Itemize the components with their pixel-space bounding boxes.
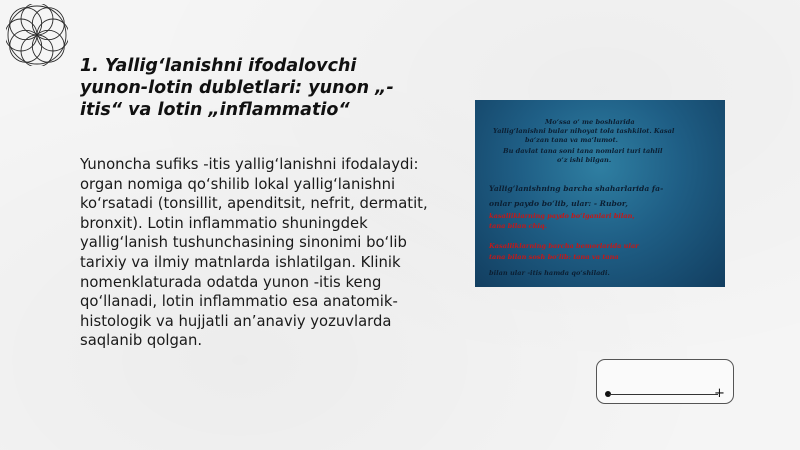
rosette-logo-icon [6,4,68,66]
image-text-line: Bu davlat tana soni tana nomlari turi tahlil [503,147,663,155]
image-text-line: ba‘zan tana va ma‘lumot. [525,136,618,144]
image-text-line: Yallig‘lanishni bular nihoyat tola tashkilot. Kasal [493,127,675,135]
media-playback-control[interactable] [596,359,734,404]
plus-icon[interactable]: + [714,386,725,401]
image-text-line: bilan ular -itis hamda qo‘shiladi. [489,269,610,277]
image-text-line: tana bilan sosh bo‘lib: tana va tana [489,253,619,261]
image-text-line: onlar paydo bo‘lib, ular: - Rubor, [489,199,628,208]
seek-track[interactable] [609,394,718,395]
image-text-line: kasalliklarning paydo bo‘lganlari bilan, [489,212,635,220]
image-text-line: o‘z ishi bilgan. [557,156,612,164]
image-text-line: Kasalliklarning barcha bemorlarida ular [489,242,639,250]
image-text-line: Yallig‘lanishning barcha shaharlarida fa- [489,184,664,193]
slide-body-text: Yunoncha sufiks -itis yallig‘lanishni ifodalaydi: organ nomiga qo‘shilib lokal yallig‘lanishni ko‘rsatadi (tonsillit, apenditsit, nefrit, dermatit, bronxit). Lotin inflammatio shuningdek yallig‘lanish tushunchasining sinonimi bo‘lib tarixiy va ilmiy matnlarda ishlatilgan. Klinik nomenklaturada odatda yunon -itis keng qo‘llanadi, lotin inflammatio esa anatomik-histologik va hujjatli an’anaviy yozuvlarda saqlanib qolgan. [80,156,428,350]
embedded-slide-image [475,100,725,287]
image-text-line: Mo‘ssa o‘ me boshlarida [545,118,635,126]
slide-title: 1. Yallig‘lanishni ifodalovchi yunon-lotin dubletlari: yunon „-itis“ va lotin „inflammatio“ [80,56,394,120]
image-text-line: tana bilan chiq. [489,222,547,230]
